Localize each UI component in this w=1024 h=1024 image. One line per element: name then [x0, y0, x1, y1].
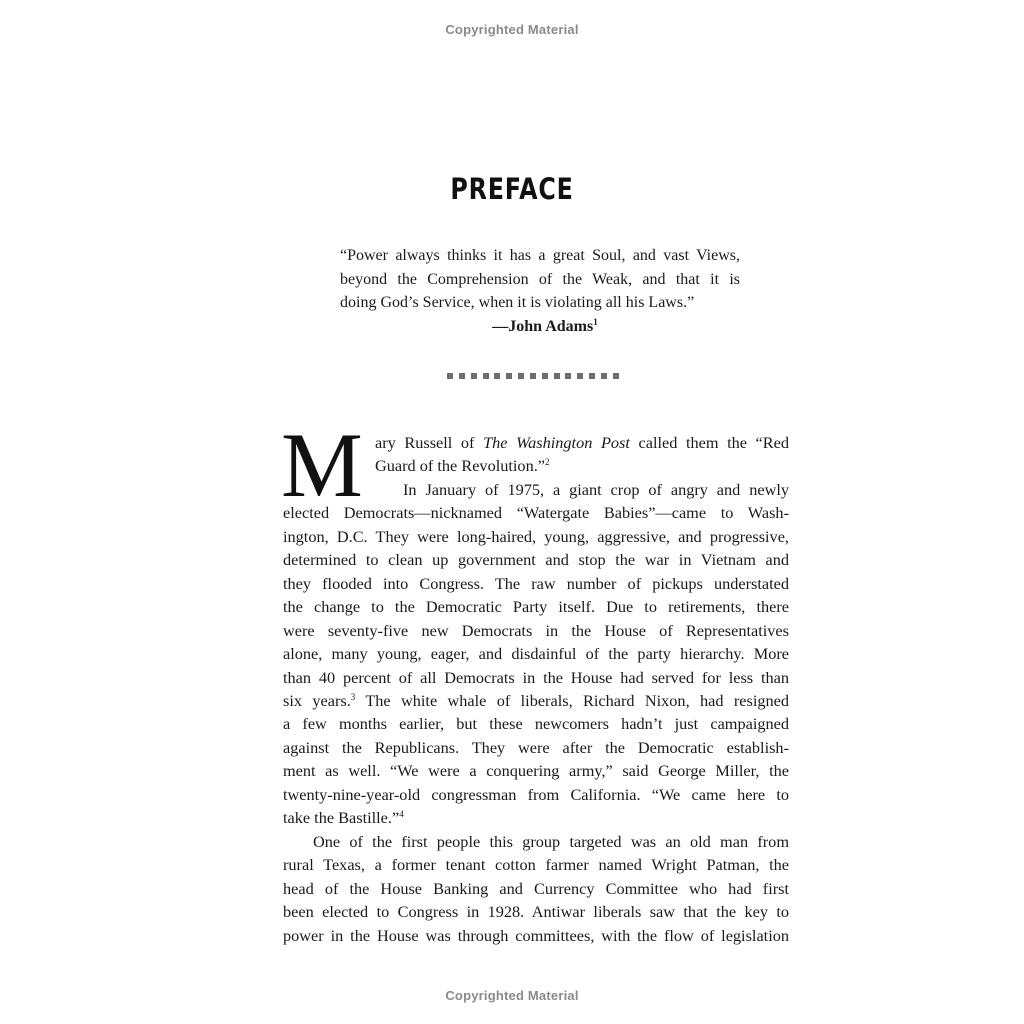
divider-dot: [494, 373, 500, 379]
text-line: been elected to Congress in 1928. Antiwar liberals saw that the key to: [283, 902, 789, 922]
divider-dot: [589, 373, 595, 379]
publication-title: The Washington Post: [483, 433, 630, 452]
text-line: the change to the Democratic Party itself. Due to retirements, there: [283, 597, 789, 617]
divider-dot: [530, 373, 536, 379]
chapter-title: PREFACE: [450, 172, 574, 206]
section-divider-ornament: [447, 373, 619, 380]
text-line: take the Bastille.”$^4$: [283, 808, 404, 828]
epigraph-line: doing God’s Service, when it is violating all his Laws.”: [340, 294, 695, 311]
divider-dot: [601, 373, 607, 379]
footnote-ref: 3: [350, 691, 356, 702]
text-line: rural Texas, a former tenant cotton farmer named Wright Patman, the: [283, 855, 789, 875]
text-line: head of the House Banking and Currency Committee who had first: [283, 878, 789, 898]
divider-dot: [554, 373, 560, 379]
text-line: than 40 percent of all Democrats in the House had served for less than: [283, 667, 789, 687]
copyright-watermark-top: Copyrighted Material: [445, 22, 579, 37]
divider-dot: [577, 373, 583, 379]
text-line: against the Republicans. They were after the Democratic establish-: [283, 737, 789, 757]
footnote-ref: 4: [399, 809, 404, 820]
text-line: Guard of the Revolution.”$^2$: [375, 456, 550, 476]
body-text: [281, 414, 790, 947]
epigraph-line: “Power always thinks it has a great Soul, and vast Views,: [340, 247, 740, 264]
text-line: ary Russell of The Washington Post called them the “Red: [375, 433, 790, 452]
divider-dot: [565, 373, 571, 379]
text-line: determined to clean up government and stop the war in Vietnam and: [283, 550, 789, 570]
text-line: ment as well. “We were a conquering army,” said George Miller, the: [283, 761, 789, 781]
divider-dot: [483, 373, 489, 379]
text-line: ington, D.C. They were long-haired, young, aggressive, and progressive,: [283, 526, 789, 546]
epigraph-line: beyond the Comprehension of the Weak, and that it is: [340, 270, 740, 288]
text-line: a few months earlier, but these newcomers hadn’t just campaigned: [283, 714, 789, 734]
divider-dot: [447, 373, 453, 379]
text-line: power in the House was through committees, with the flow of legislation: [283, 925, 789, 945]
divider-dot: [471, 373, 477, 379]
copyright-watermark-bottom: Copyrighted Material: [445, 988, 579, 1003]
divider-dot: [518, 373, 524, 379]
text-line: six years.$^3$ The white whale of liberals, Richard Nixon, had resigned: [283, 690, 789, 710]
text-line: alone, many young, eager, and disdainful of the party hierarchy. More: [283, 644, 789, 664]
text-line: elected Democrats—nicknamed “Watergate Babies”—came to Wash-: [283, 503, 789, 523]
attribution-name: —John Adams: [492, 317, 594, 335]
footnote-ref: 1: [593, 316, 598, 327]
footnote-ref: 2: [545, 457, 550, 468]
divider-dot: [542, 373, 548, 379]
divider-dot: [506, 373, 512, 379]
epigraph-quote: [340, 244, 740, 338]
divider-dot: [613, 373, 619, 379]
text-line: were seventy-five new Democrats in the House of Representatives: [283, 620, 789, 640]
drop-cap: M: [281, 414, 363, 516]
text-line: One of the first people this group targeted was an old man from: [313, 831, 789, 851]
text-line: they flooded into Congress. The raw number of pickups understated: [283, 573, 789, 593]
text-line: In January of 1975, a giant crop of angry and newly: [403, 479, 789, 499]
text-line: twenty-nine-year-old congressman from California. “We came here to: [283, 784, 789, 804]
divider-dot: [459, 373, 465, 379]
epigraph-attribution: [340, 315, 740, 339]
